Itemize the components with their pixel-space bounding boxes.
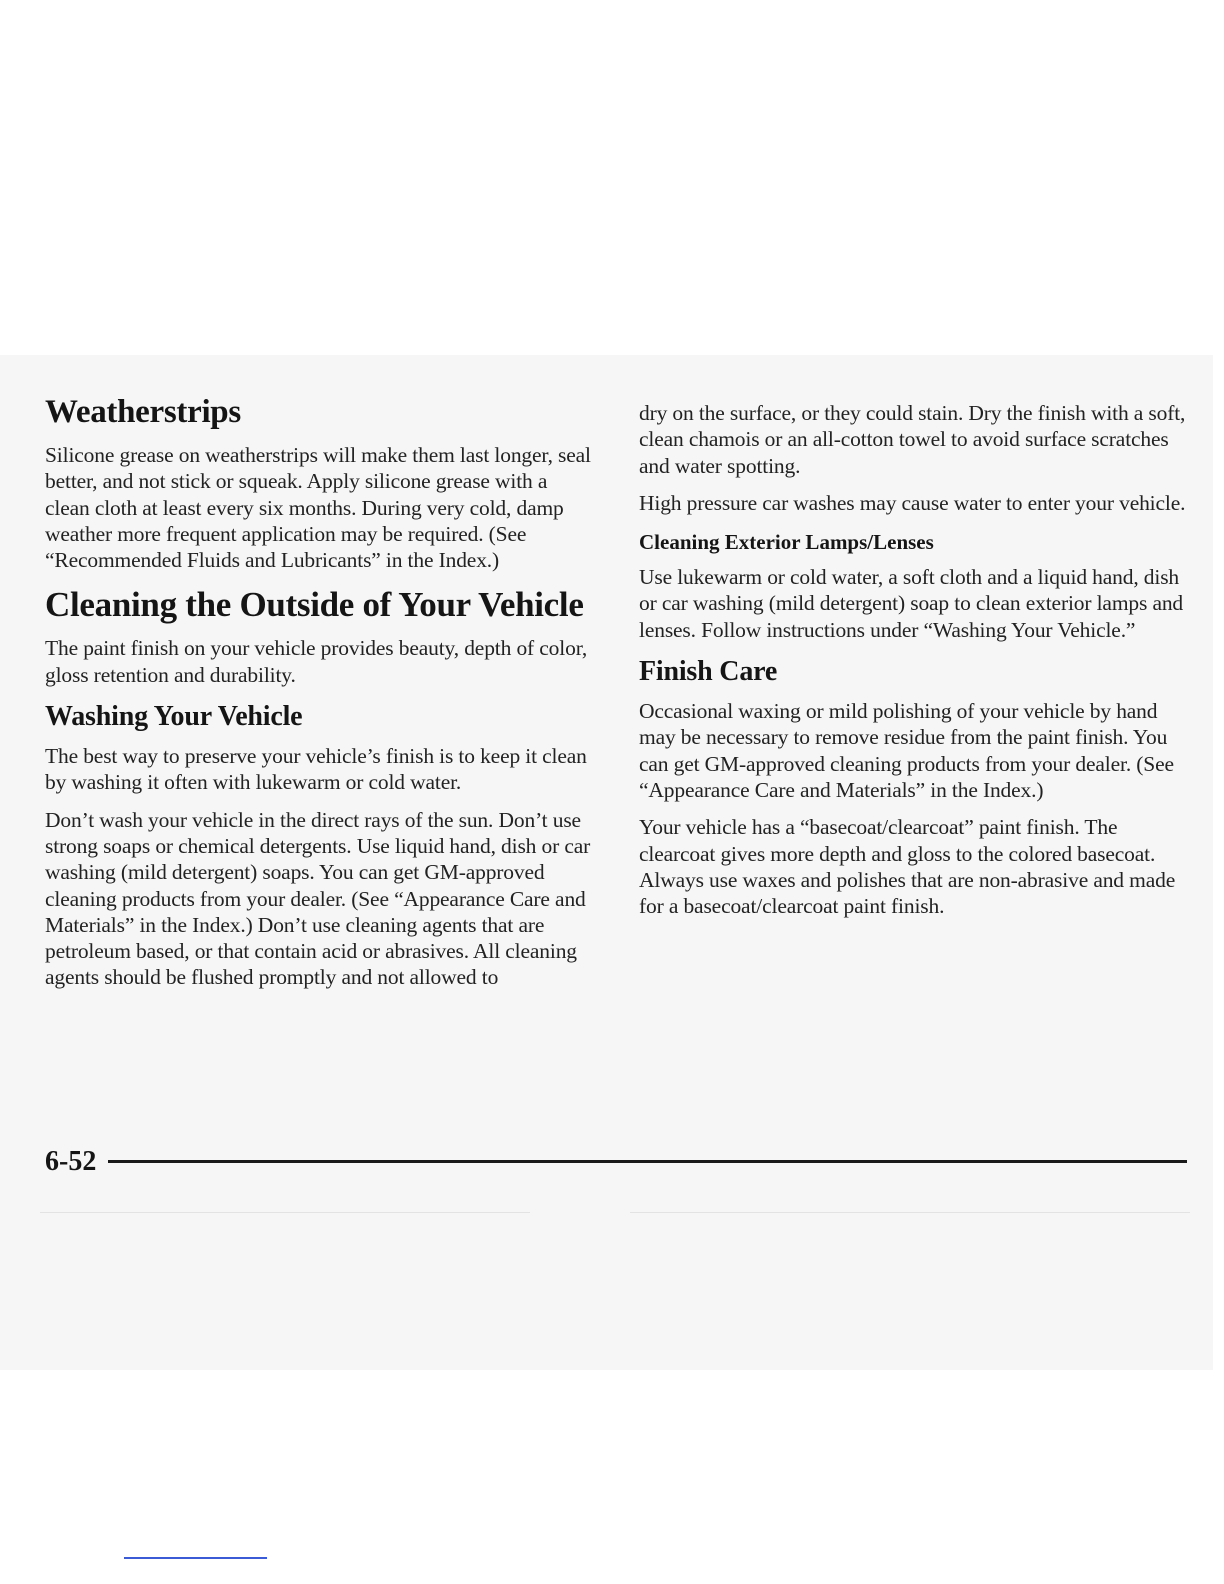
bottom-link-underline[interactable] — [124, 1557, 267, 1559]
finish-care-heading: Finish Care — [639, 656, 778, 688]
washing-vehicle-heading: Washing Your Vehicle — [45, 701, 303, 733]
right-column — [639, 400, 1187, 930]
page-footer — [45, 1145, 1187, 1179]
weatherstrips-heading: Weatherstrips — [45, 394, 241, 430]
cleaning-outside-heading: Cleaning the Outside of Your Vehicle — [45, 585, 584, 625]
high-pressure-paragraph: High pressure car washes may cause water to enter your vehicle. — [639, 490, 1186, 515]
page-number: 6-52 — [45, 1146, 97, 1177]
weatherstrips-paragraph: Silicone grease on weatherstrips will make them last longer, seal better, and not stick or squeak. Apply silicone grease with a clean cloth at least every six months. During very cold, damp weather more frequent application may be required. (See “Recommended Fluids and Lubricants” in the Index.) — [45, 443, 591, 573]
cleaning-outside-paragraph: The paint finish on your vehicle provides beauty, depth of color, gloss retention and durability. — [45, 636, 588, 687]
scan-artifact-line — [630, 1212, 1190, 1213]
washing-continued-paragraph: dry on the surface, or they could stain. Dry the finish with a soft, clean chamois or an all-cotton towel to avoid surface scratches and water spotting. — [639, 401, 1186, 478]
scan-artifact-line — [40, 1212, 530, 1213]
finish-care-paragraph-1: Occasional waxing or mild polishing of your vehicle by hand may be necessary to remove residue from the paint finish. You can get GM-approved cleaning products from your dealer. (See “Appearance Care and Materials” in the Index.) — [639, 699, 1174, 802]
left-column — [45, 392, 593, 1002]
washing-paragraph-1: The best way to preserve your vehicle’s finish is to keep it clean by washing it often with lukewarm or cold water. — [45, 744, 587, 795]
exterior-lamps-paragraph: Use lukewarm or cold water, a soft cloth and a liquid hand, dish or car washing (mild detergent) soap to clean exterior lamps and lenses. Follow instructions under “Washing Your Vehicle.” — [639, 565, 1184, 642]
exterior-lamps-heading: Cleaning Exterior Lamps/Lenses — [639, 530, 934, 555]
footer-rule — [108, 1160, 1187, 1163]
washing-paragraph-2: Don’t wash your vehicle in the direct rays of the sun. Don’t use strong soaps or chemical detergents. Use liquid hand, dish or car washing (mild detergent) soaps. You can get GM-approved cleaning products from your dealer. (See “Appearance Care and Materials” in the Index.) Don’t use cleaning agents that are petroleum based, or that contain acid or abrasives. All cleaning agents should be flushed promptly and not allowed to — [45, 807, 591, 990]
finish-care-paragraph-2: Your vehicle has a “basecoat/clearcoat” paint finish. The clearcoat gives more depth and gloss to the colored basecoat. Always use waxes and polishes that are non-abrasive and made for a basecoat/clearcoat paint finish. — [639, 815, 1176, 919]
